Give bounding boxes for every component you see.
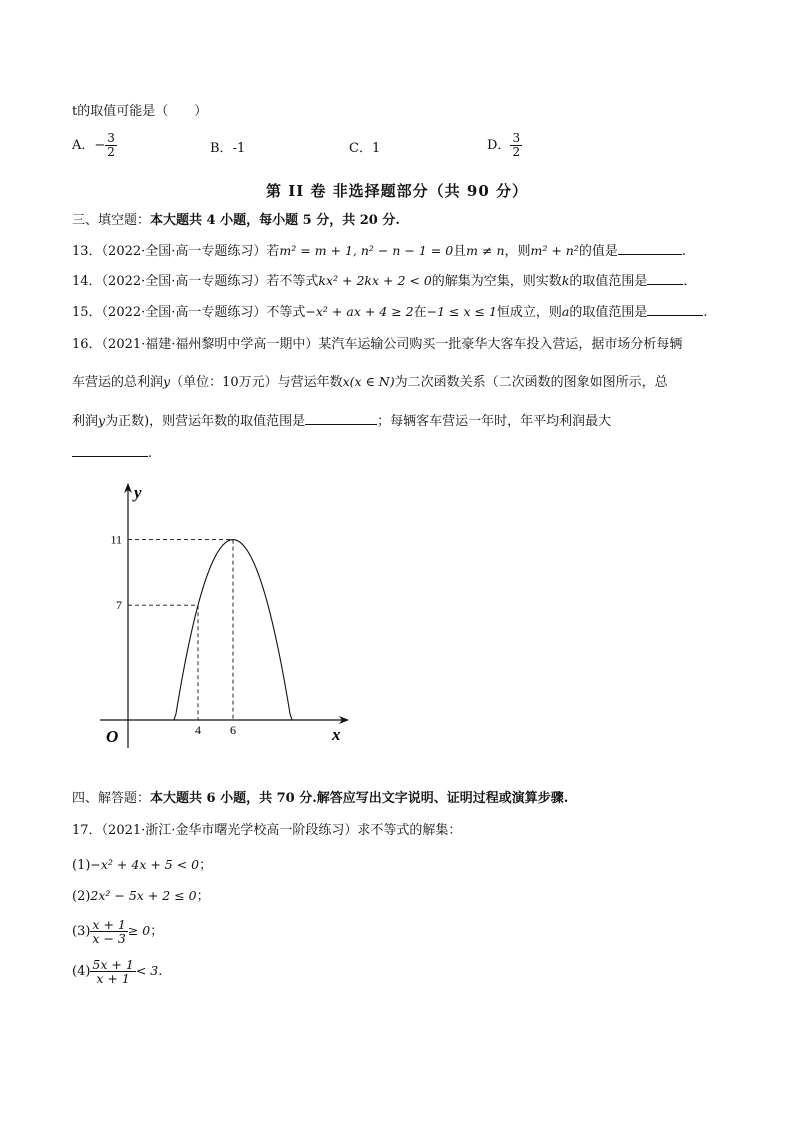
q15-mid2: 恒成立，则: [496, 305, 562, 320]
q17-item-3-num: x + 1: [92, 917, 126, 932]
q14-math2: k: [561, 273, 570, 288]
q16-line3b: 为正数)，则营运年数的取值范围是: [105, 414, 306, 429]
y-axis-label: y: [134, 483, 142, 502]
q16-line3c: ；每辆客车营运一年时，年平均利润最大: [377, 414, 612, 429]
q13-math: m² = m + 1, n² − n − 1 = 0: [279, 243, 454, 258]
option-a-num: 3: [107, 131, 115, 145]
section4-heading: [72, 790, 568, 808]
q16-line3a: 利润: [72, 414, 99, 429]
q16-line2b: （单位：10万元）与营运年数: [170, 375, 343, 390]
q17-item-4-fraction: [90, 958, 135, 985]
q14-prefix: 14．（2022·全国·高一专题练习）若不等式: [72, 274, 319, 289]
q17-item-4-den: x + 1: [90, 971, 135, 985]
q16-line2-math2: x(x ∈ N): [342, 374, 395, 389]
q13-mid: 且: [453, 244, 467, 259]
q16-line2a: 车营运的总利润: [72, 375, 164, 390]
q17-item-2: [72, 887, 210, 906]
q15-answer-blank[interactable]: [647, 301, 703, 316]
q15-prefix: 15．（2022·全国·高一专题练习）不等式: [72, 305, 306, 320]
q17-item-1-end: ；: [199, 858, 213, 873]
question-13: 13．（2022·全国·高一专题练习）若m² = m + 1, n² − n − 1 = 0且m ≠ n，则m² + n²的值是 .: [72, 240, 686, 261]
part2-title: 第 II 卷 非选择题部分（共 90 分）: [265, 182, 529, 200]
q17-item-1: [72, 856, 212, 875]
q16-line3-math: y: [98, 413, 106, 428]
parabola-graph: [100, 478, 360, 753]
option-b-value: -1: [232, 141, 246, 156]
q17-item-3-rel: ≥ 0: [127, 923, 151, 938]
option-d-den: 2: [512, 145, 521, 159]
q17-item-4-end: .: [158, 964, 163, 979]
option-d-num: 3: [512, 131, 521, 145]
q17-item-2-math: 2x² − 5x + 2 ≤ 0: [90, 888, 197, 903]
option-b-label: B．: [210, 141, 233, 156]
q13-math2: m ≠ n: [466, 243, 505, 258]
question-15: 15．（2022·全国·高一专题练习）不等式−x² + ax + 4 ≥ 2在−1 ≤ x ≤ 1恒成立，则a的取值范围是 .: [72, 301, 708, 322]
option-d: [487, 132, 522, 159]
option-a-sign: −: [94, 138, 106, 153]
q17-item-4-rel: < 3: [135, 963, 159, 978]
q16-line-4: .: [72, 442, 152, 463]
y-tick-label: 7: [116, 598, 122, 613]
q14-suffix: 的取值范围是: [569, 274, 648, 289]
q12-stem: t的取值可能是（ ）: [72, 104, 208, 119]
option-a: [72, 132, 117, 159]
q17-item-4-label: (4): [72, 964, 91, 979]
q17-item-3-fraction: [90, 918, 127, 945]
q17-item-3-den: x − 3: [92, 931, 126, 946]
tick-labels: [110, 533, 236, 737]
option-a-label: A．: [72, 138, 95, 153]
q15-mid: 在: [413, 305, 427, 320]
option-a-fraction: [105, 132, 117, 159]
section3-heading-rest: 本大题共 4 小题，每小题 5 分，共 20 分.: [150, 213, 400, 228]
q14-answer-blank[interactable]: [647, 270, 683, 285]
q17-item-1-math: −x² + 4x + 5 < 0: [90, 857, 200, 872]
q13-math3: m² + n²: [530, 243, 579, 258]
q16-line2c: 为二次函数关系（二次函数的图象如图所示，总: [394, 375, 668, 390]
q17-item-3-label: (3): [72, 924, 91, 939]
option-c: [349, 140, 380, 158]
q13-suffix: 的值是: [578, 244, 618, 259]
q15-suffix: 的取值范围是: [569, 305, 648, 320]
option-b: [210, 140, 245, 158]
q13-answer-blank[interactable]: [618, 240, 682, 255]
q15-math2: −1 ≤ x ≤ 1: [426, 304, 497, 319]
origin-label: O: [106, 727, 119, 746]
q17-item-1-label: (1): [72, 858, 91, 873]
q17-item-3-end: ；: [150, 924, 164, 939]
q17-item-4: [72, 958, 162, 985]
q15-math3: a: [561, 304, 570, 319]
question-17: 17．（2021·浙江·金华市曙光学校高一阶段练习）求不等式的解集：: [72, 823, 462, 838]
q14-mid: 的解集为空集，则实数: [431, 274, 562, 289]
q13-prefix: 13．（2022·全国·高一专题练习）若: [72, 244, 280, 259]
q13-mid2: ，则: [504, 244, 531, 259]
guide-lines: [128, 540, 233, 720]
section3-heading-label: 三、填空题：: [72, 213, 151, 228]
q16-line-1: 16．（2021·福建·福州黎明中学高一期中）某汽车运输公司购买一批豪华大客车投入营运，据市场分析每辆: [72, 337, 683, 352]
option-d-label: D．: [487, 138, 511, 153]
section4-heading-rest: 本大题共 6 小题，共 70 分.解答应写出文字说明、证明过程或演算步骤.: [150, 791, 569, 806]
q16-answer-blank-2[interactable]: [72, 442, 148, 457]
q16-line-3: [72, 410, 611, 431]
q17-item-2-end: ；: [196, 889, 210, 904]
x-tick-label: 4: [195, 723, 201, 737]
q16-answer-blank-1[interactable]: [305, 410, 377, 425]
option-c-label: C．: [349, 141, 372, 156]
q17-item-3: [72, 918, 163, 945]
q17-item-2-label: (2): [72, 889, 91, 904]
option-c-value: 1: [371, 141, 381, 156]
x-tick-label: 6: [230, 723, 236, 737]
parabola-curve: [154, 540, 312, 720]
y-tick-label: 11: [110, 532, 122, 547]
section3-heading: [72, 212, 400, 230]
question-14: 14．（2022·全国·高一专题练习）若不等式kx² + 2kx + 2 < 0的解集为空集，则实数k的取值范围是 ．: [72, 270, 696, 291]
q16-line-2: [72, 373, 668, 392]
q16-line2-math: y: [163, 374, 171, 389]
q14-math: kx² + 2kx + 2 < 0: [318, 273, 432, 288]
option-d-fraction: [510, 132, 522, 159]
q15-math: −x² + ax + 4 ≥ 2: [305, 304, 414, 319]
q17-item-4-num: 5x + 1: [92, 957, 134, 972]
option-a-den: 2: [107, 145, 115, 159]
section4-heading-label: 四、解答题：: [72, 791, 151, 806]
x-axis-label: x: [332, 725, 341, 744]
